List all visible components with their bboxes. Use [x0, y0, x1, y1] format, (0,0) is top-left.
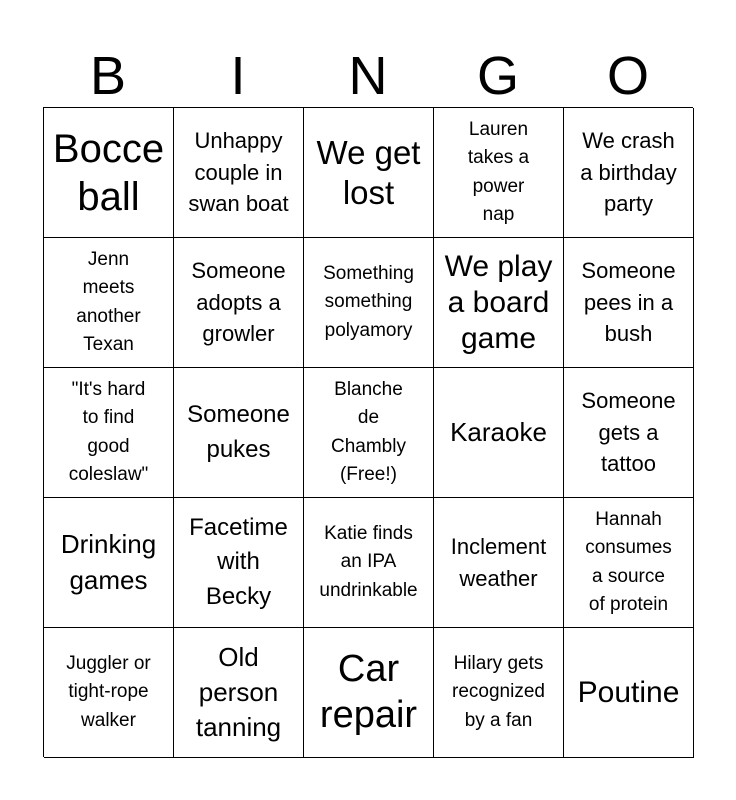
bingo-cell[interactable]: [174, 628, 304, 758]
cell-text: Blanche de Chambly (Free!): [331, 378, 406, 485]
bingo-cell[interactable]: [304, 238, 434, 368]
cell-text: Inclement weather: [450, 533, 547, 591]
cell-text: Someone pees in a bush: [581, 257, 676, 347]
bingo-cell[interactable]: [564, 238, 694, 368]
cell-text: Facetime with Becky: [189, 514, 288, 610]
bingo-cell[interactable]: [304, 368, 434, 498]
cell-text: Bocce ball: [52, 126, 165, 219]
bingo-cell[interactable]: [564, 108, 694, 238]
cell-text: We crash a birthday party: [580, 127, 677, 217]
cell-text: Karaoke: [450, 416, 547, 447]
cell-text: Katie finds an IPA undrinkable: [319, 522, 418, 601]
bingo-cell[interactable]: [44, 368, 174, 498]
cell-text: Juggler or tight-rope walker: [66, 652, 151, 731]
cell-text: Someone adopts a growler: [191, 257, 286, 347]
cell-text: Someone gets a tattoo: [581, 387, 676, 477]
cell-text: Poutine: [577, 675, 680, 709]
header-letter-g: G: [476, 46, 519, 106]
bingo-cell[interactable]: [174, 238, 304, 368]
cell-text: Jenn meets another Texan: [76, 248, 141, 355]
bingo-cell[interactable]: [434, 108, 564, 238]
cell-text: Car repair: [319, 647, 418, 736]
cell-text: "It's hard to find good coleslaw": [68, 378, 149, 485]
bingo-cell[interactable]: [304, 108, 434, 238]
cell-text: We get lost: [316, 133, 421, 211]
bingo-cell[interactable]: [44, 238, 174, 368]
cell-text: We play a board game: [444, 249, 553, 355]
bingo-cell[interactable]: [174, 498, 304, 628]
bingo-cell[interactable]: [564, 628, 694, 758]
bingo-cell[interactable]: [304, 498, 434, 628]
cell-text: Drinking games: [60, 529, 157, 595]
bingo-cell[interactable]: [44, 498, 174, 628]
bingo-grid: [43, 107, 693, 757]
bingo-cell[interactable]: [434, 628, 564, 758]
bingo-cell[interactable]: [174, 368, 304, 498]
cell-text: Lauren takes a power nap: [467, 118, 530, 225]
bingo-cell[interactable]: [304, 628, 434, 758]
bingo-cell[interactable]: [434, 498, 564, 628]
header-letter-o: O: [606, 46, 649, 106]
cell-text: Hannah consumes a source of protein: [585, 508, 672, 615]
header-letter-n: N: [348, 46, 388, 106]
cell-text: Old person tanning: [195, 641, 282, 743]
bingo-cell[interactable]: [434, 238, 564, 368]
cell-text: Someone pukes: [187, 401, 290, 463]
header-letter-b: B: [89, 46, 127, 106]
bingo-cell[interactable]: [434, 368, 564, 498]
cell-text: Hilary gets recognized by a fan: [452, 652, 545, 731]
bingo-cell[interactable]: [44, 108, 174, 238]
bingo-cell[interactable]: [174, 108, 304, 238]
header-letter-i: I: [230, 46, 246, 106]
cell-text: Unhappy couple in swan boat: [188, 127, 289, 217]
bingo-cell[interactable]: [44, 628, 174, 758]
bingo-header: [43, 44, 693, 108]
bingo-cell[interactable]: [564, 498, 694, 628]
bingo-cell[interactable]: [564, 368, 694, 498]
cell-text: Something something polyamory: [323, 262, 414, 341]
